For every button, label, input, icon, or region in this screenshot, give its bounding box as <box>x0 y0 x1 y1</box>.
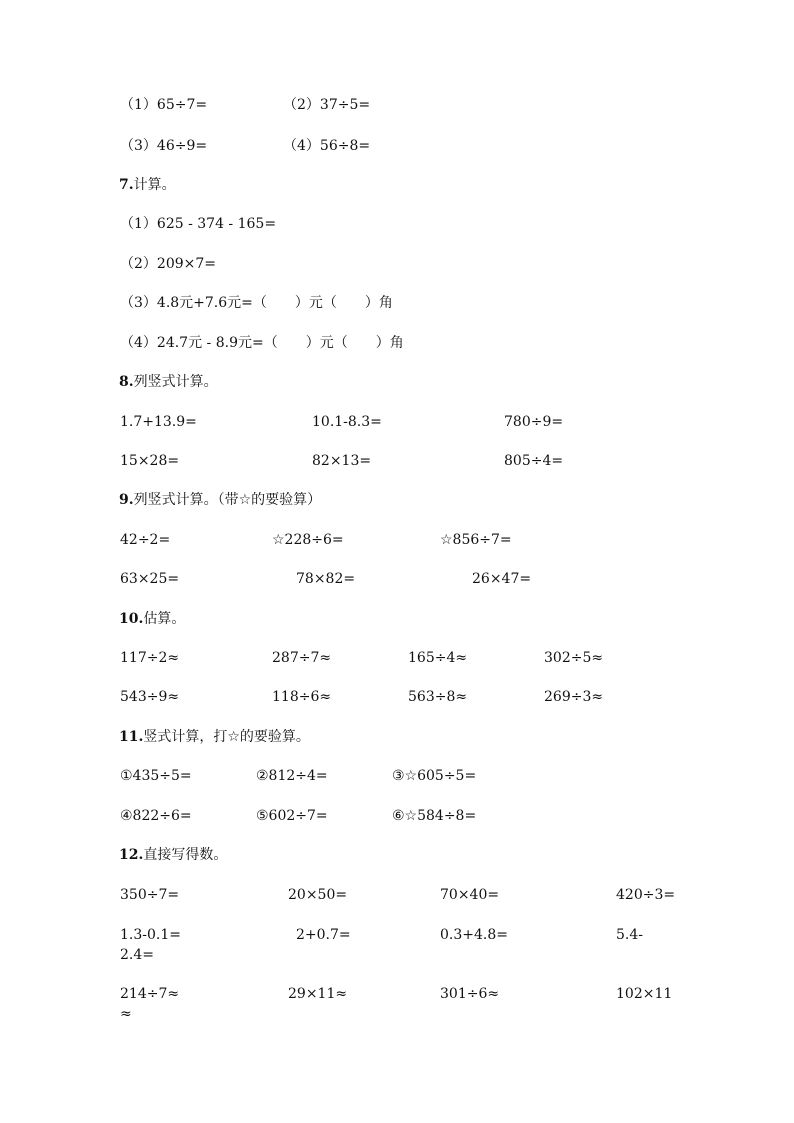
section-number: 8. <box>119 374 134 390</box>
problem-item: 102×11 <box>616 986 673 1002</box>
section-title: 列竖式计算。（带☆的要验算） <box>133 492 322 508</box>
problem-item: 301÷6≈ <box>440 986 500 1002</box>
section-number: 11. <box>119 729 144 745</box>
problem-item: （4）24.7元 - 8.9元=（ ）元（ ）角 <box>120 335 404 351</box>
problem-item: 82×13= <box>312 453 372 469</box>
problem-item: （4）56÷8= <box>283 138 371 154</box>
section-8-heading <box>119 372 218 392</box>
problem-item: ②812÷4= <box>256 768 328 784</box>
problem-item: 0.3+4.8= <box>440 927 508 943</box>
problem-item: 63×25= <box>120 571 180 587</box>
problem-item: 1.3-0.1= <box>120 927 181 943</box>
problem-item: 165÷4≈ <box>408 650 468 666</box>
problem-item: （1）65÷7= <box>120 97 208 113</box>
section-12-heading <box>119 845 227 865</box>
problem-item: （2）209×7= <box>120 256 216 272</box>
problem-item: （3）46÷9= <box>120 138 208 154</box>
section-number: 12. <box>119 847 144 863</box>
problem-item: 117÷2≈ <box>120 650 180 666</box>
problem-item: 287÷7≈ <box>272 650 332 666</box>
section-title: 竖式计算，打☆的要验算。 <box>143 729 310 745</box>
problem-item: （1）625 - 374 - 165= <box>120 216 277 232</box>
section-title: 计算。 <box>133 177 176 193</box>
problem-item: 214÷7≈ <box>120 986 180 1002</box>
section-7-heading <box>119 175 176 195</box>
problem-item: 543÷9≈ <box>120 689 180 705</box>
problem-item: 5.4- <box>616 927 643 943</box>
problem-item: 29×11≈ <box>288 986 348 1002</box>
problem-item: 2+0.7= <box>296 927 351 943</box>
problem-item-wrap: 2.4= <box>120 947 154 963</box>
problem-item: （2）37÷5= <box>283 97 371 113</box>
problem-item: 78×82= <box>296 571 356 587</box>
problem-item: 118÷6≈ <box>272 689 332 705</box>
section-11-heading <box>119 727 310 747</box>
section-9-heading <box>119 490 321 510</box>
problem-item: ③☆605÷5= <box>392 768 477 784</box>
section-title: 估算。 <box>143 611 186 627</box>
problem-item: 302÷5≈ <box>544 650 604 666</box>
section-title: 直接写得数。 <box>143 847 228 863</box>
problem-item: 42÷2= <box>120 532 171 548</box>
problem-item: 26×47= <box>472 571 532 587</box>
problem-item-wrap: ≈ <box>120 1006 132 1022</box>
section-title: 列竖式计算。 <box>133 374 218 390</box>
section-number: 7. <box>119 177 134 193</box>
section-number: 9. <box>119 492 134 508</box>
problem-item: 269÷3≈ <box>544 689 604 705</box>
problem-item: ⑥☆584÷8= <box>392 808 477 824</box>
problem-item: 10.1-8.3= <box>312 414 382 430</box>
problem-item: 15×28= <box>120 453 180 469</box>
problem-item: 805÷4= <box>504 453 564 469</box>
section-10-heading <box>119 609 185 629</box>
problem-item: 20×50= <box>288 887 348 903</box>
problem-item: 1.7+13.9= <box>120 414 197 430</box>
problem-item: 70×40= <box>440 887 500 903</box>
section-number: 10. <box>119 611 144 627</box>
problem-item: 350÷7= <box>120 887 180 903</box>
problem-item: （3）4.8元+7.6元=（ ）元（ ）角 <box>120 295 393 311</box>
problem-item: 780÷9= <box>504 414 564 430</box>
problem-item: ☆856÷7= <box>440 532 512 548</box>
problem-item: ①435÷5= <box>120 768 192 784</box>
problem-item: ☆228÷6= <box>272 532 344 548</box>
problem-item: 420÷3= <box>616 887 676 903</box>
problem-item: ④822÷6= <box>120 808 192 824</box>
problem-item: ⑤602÷7= <box>256 808 328 824</box>
problem-item: 563÷8≈ <box>408 689 468 705</box>
